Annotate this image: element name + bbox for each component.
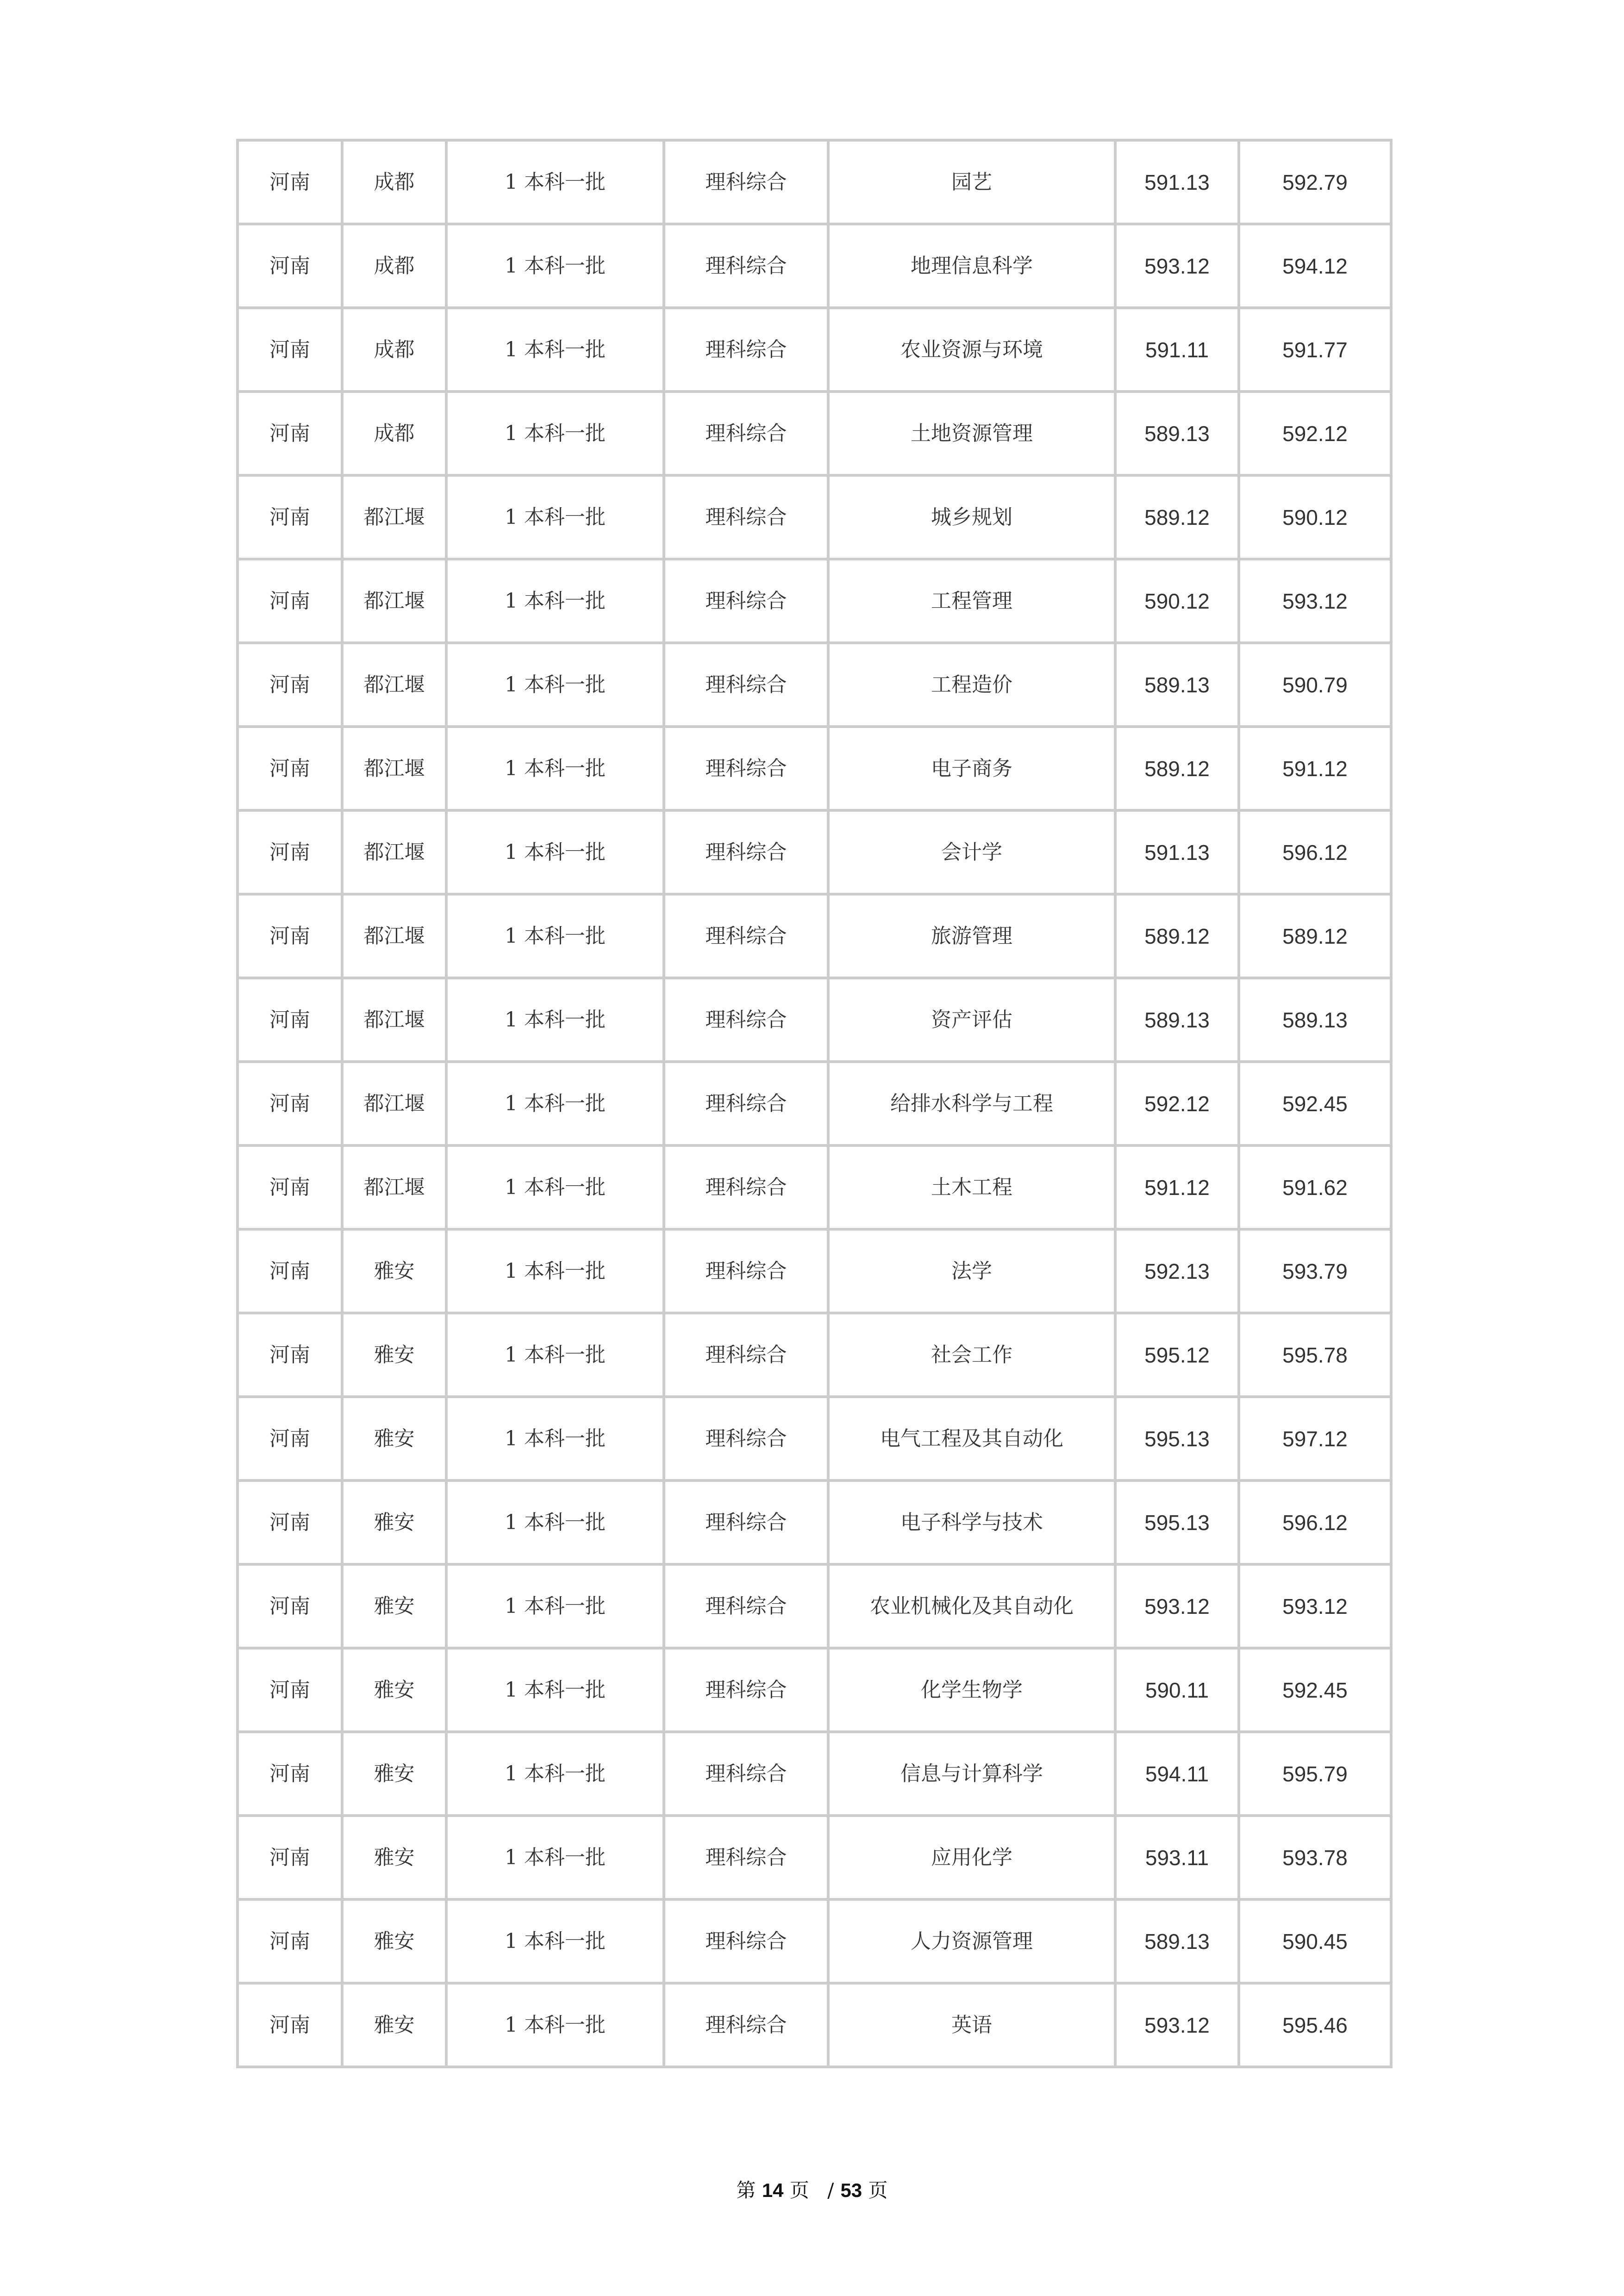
table-body: [237, 140, 1391, 2067]
cell-campus: 都江堰: [342, 559, 446, 643]
table-row: [237, 727, 1391, 810]
table-row: [237, 1481, 1391, 1564]
cell-category: 理科综合: [664, 1229, 828, 1313]
cell-category: 理科综合: [664, 1816, 828, 1899]
table-row: [237, 140, 1391, 224]
cell-campus: 成都: [342, 392, 446, 475]
cell-campus: 都江堰: [342, 894, 446, 978]
cell-major: 工程管理: [828, 559, 1115, 643]
cell-avg-score: 589.12: [1239, 894, 1391, 978]
cell-category: 理科综合: [664, 475, 828, 559]
cell-min-score: 590.12: [1115, 559, 1239, 643]
cell-category: 理科综合: [664, 1732, 828, 1816]
cell-campus: 成都: [342, 140, 446, 224]
cell-batch: 1 本科一批: [446, 308, 664, 392]
cell-category: 理科综合: [664, 1062, 828, 1145]
table-row: [237, 475, 1391, 559]
cell-major: 地理信息科学: [828, 224, 1115, 308]
cell-province: 河南: [237, 392, 342, 475]
cell-batch: 1 本科一批: [446, 1983, 664, 2067]
cell-major: 人力资源管理: [828, 1899, 1115, 1983]
table-row: [237, 643, 1391, 727]
cell-campus: 雅安: [342, 1397, 446, 1481]
page-footer: [0, 2175, 1624, 2203]
cell-avg-score: 592.45: [1239, 1648, 1391, 1732]
cell-province: 河南: [237, 1983, 342, 2067]
cell-min-score: 593.11: [1115, 1816, 1239, 1899]
cell-avg-score: 591.12: [1239, 727, 1391, 810]
cell-major: 应用化学: [828, 1816, 1115, 1899]
cell-avg-score: 590.45: [1239, 1899, 1391, 1983]
cell-min-score: 589.13: [1115, 392, 1239, 475]
cell-min-score: 589.13: [1115, 643, 1239, 727]
footer-prefix: 第: [736, 2179, 756, 2202]
cell-avg-score: 593.79: [1239, 1229, 1391, 1313]
cell-batch: 1 本科一批: [446, 1816, 664, 1899]
cell-min-score: 593.12: [1115, 224, 1239, 308]
table-row: [237, 894, 1391, 978]
cell-batch: 1 本科一批: [446, 1481, 664, 1564]
table-row: [237, 1816, 1391, 1899]
cell-campus: 成都: [342, 224, 446, 308]
cell-min-score: 591.12: [1115, 1145, 1239, 1229]
cell-major: 电子科学与技术: [828, 1481, 1115, 1564]
cell-min-score: 589.13: [1115, 1899, 1239, 1983]
current-page-number: 14: [762, 2179, 784, 2201]
cell-campus: 成都: [342, 308, 446, 392]
table-row: [237, 810, 1391, 894]
cell-batch: 1 本科一批: [446, 140, 664, 224]
cell-province: 河南: [237, 308, 342, 392]
cell-batch: 1 本科一批: [446, 1062, 664, 1145]
cell-category: 理科综合: [664, 1397, 828, 1481]
cell-province: 河南: [237, 1145, 342, 1229]
cell-min-score: 592.12: [1115, 1062, 1239, 1145]
cell-min-score: 593.12: [1115, 1564, 1239, 1648]
cell-campus: 雅安: [342, 1899, 446, 1983]
cell-min-score: 593.12: [1115, 1983, 1239, 2067]
cell-campus: 雅安: [342, 1816, 446, 1899]
cell-min-score: 589.13: [1115, 978, 1239, 1062]
cell-avg-score: 595.79: [1239, 1732, 1391, 1816]
cell-category: 理科综合: [664, 1983, 828, 2067]
cell-major: 电气工程及其自动化: [828, 1397, 1115, 1481]
table-row: [237, 1145, 1391, 1229]
cell-category: 理科综合: [664, 1145, 828, 1229]
cell-category: 理科综合: [664, 392, 828, 475]
cell-campus: 雅安: [342, 1732, 446, 1816]
cell-avg-score: 593.78: [1239, 1816, 1391, 1899]
cell-campus: 都江堰: [342, 978, 446, 1062]
cell-campus: 雅安: [342, 1564, 446, 1648]
cell-batch: 1 本科一批: [446, 224, 664, 308]
cell-major: 城乡规划: [828, 475, 1115, 559]
cell-major: 土地资源管理: [828, 392, 1115, 475]
cell-province: 河南: [237, 1816, 342, 1899]
cell-province: 河南: [237, 224, 342, 308]
cell-avg-score: 590.12: [1239, 475, 1391, 559]
cell-province: 河南: [237, 1229, 342, 1313]
cell-province: 河南: [237, 1397, 342, 1481]
cell-batch: 1 本科一批: [446, 1313, 664, 1397]
cell-province: 河南: [237, 1648, 342, 1732]
cell-campus: 雅安: [342, 1313, 446, 1397]
cell-min-score: 594.11: [1115, 1732, 1239, 1816]
cell-category: 理科综合: [664, 643, 828, 727]
cell-province: 河南: [237, 978, 342, 1062]
cell-category: 理科综合: [664, 308, 828, 392]
table-row: [237, 1397, 1391, 1481]
table-row: [237, 559, 1391, 643]
footer-suffix: 页: [868, 2179, 888, 2202]
cell-province: 河南: [237, 727, 342, 810]
table-row: [237, 1732, 1391, 1816]
cell-category: 理科综合: [664, 1313, 828, 1397]
cell-min-score: 591.13: [1115, 810, 1239, 894]
table-row: [237, 392, 1391, 475]
cell-batch: 1 本科一批: [446, 475, 664, 559]
cell-batch: 1 本科一批: [446, 894, 664, 978]
cell-category: 理科综合: [664, 559, 828, 643]
cell-major: 资产评估: [828, 978, 1115, 1062]
table-row: [237, 1899, 1391, 1983]
cell-province: 河南: [237, 894, 342, 978]
admission-score-table: [236, 139, 1393, 2068]
cell-category: 理科综合: [664, 978, 828, 1062]
cell-avg-score: 589.13: [1239, 978, 1391, 1062]
cell-major: 旅游管理: [828, 894, 1115, 978]
cell-avg-score: 595.78: [1239, 1313, 1391, 1397]
cell-avg-score: 596.12: [1239, 810, 1391, 894]
cell-province: 河南: [237, 1313, 342, 1397]
cell-major: 工程造价: [828, 643, 1115, 727]
footer-separator: /: [827, 2179, 834, 2202]
cell-major: 电子商务: [828, 727, 1115, 810]
cell-province: 河南: [237, 140, 342, 224]
cell-min-score: 592.13: [1115, 1229, 1239, 1313]
cell-campus: 雅安: [342, 1229, 446, 1313]
cell-major: 农业资源与环境: [828, 308, 1115, 392]
cell-province: 河南: [237, 1564, 342, 1648]
cell-min-score: 595.12: [1115, 1313, 1239, 1397]
cell-batch: 1 本科一批: [446, 643, 664, 727]
cell-avg-score: 593.12: [1239, 559, 1391, 643]
cell-major: 农业机械化及其自动化: [828, 1564, 1115, 1648]
cell-province: 河南: [237, 810, 342, 894]
cell-min-score: 590.11: [1115, 1648, 1239, 1732]
cell-campus: 雅安: [342, 1648, 446, 1732]
cell-category: 理科综合: [664, 1899, 828, 1983]
cell-province: 河南: [237, 475, 342, 559]
table-row: [237, 308, 1391, 392]
cell-avg-score: 597.12: [1239, 1397, 1391, 1481]
cell-min-score: 591.13: [1115, 140, 1239, 224]
footer-page-word: 页: [789, 2179, 809, 2202]
cell-province: 河南: [237, 559, 342, 643]
cell-batch: 1 本科一批: [446, 559, 664, 643]
table-row: [237, 1983, 1391, 2067]
cell-batch: 1 本科一批: [446, 1648, 664, 1732]
cell-major: 法学: [828, 1229, 1115, 1313]
cell-batch: 1 本科一批: [446, 392, 664, 475]
cell-campus: 都江堰: [342, 1145, 446, 1229]
cell-campus: 都江堰: [342, 1062, 446, 1145]
cell-batch: 1 本科一批: [446, 810, 664, 894]
cell-category: 理科综合: [664, 727, 828, 810]
cell-avg-score: 591.77: [1239, 308, 1391, 392]
cell-batch: 1 本科一批: [446, 1145, 664, 1229]
cell-avg-score: 592.79: [1239, 140, 1391, 224]
cell-province: 河南: [237, 1899, 342, 1983]
cell-campus: 雅安: [342, 1983, 446, 2067]
cell-category: 理科综合: [664, 810, 828, 894]
cell-major: 英语: [828, 1983, 1115, 2067]
cell-major: 给排水科学与工程: [828, 1062, 1115, 1145]
cell-major: 会计学: [828, 810, 1115, 894]
total-pages-number: 53: [840, 2179, 862, 2201]
cell-category: 理科综合: [664, 894, 828, 978]
cell-min-score: 595.13: [1115, 1481, 1239, 1564]
table-row: [237, 1648, 1391, 1732]
table-row: [237, 224, 1391, 308]
cell-batch: 1 本科一批: [446, 727, 664, 810]
cell-batch: 1 本科一批: [446, 1397, 664, 1481]
cell-batch: 1 本科一批: [446, 1564, 664, 1648]
cell-major: 社会工作: [828, 1313, 1115, 1397]
cell-campus: 都江堰: [342, 810, 446, 894]
table-row: [237, 1062, 1391, 1145]
cell-campus: 都江堰: [342, 727, 446, 810]
cell-province: 河南: [237, 1062, 342, 1145]
cell-batch: 1 本科一批: [446, 1229, 664, 1313]
cell-avg-score: 591.62: [1239, 1145, 1391, 1229]
cell-province: 河南: [237, 1481, 342, 1564]
cell-major: 园艺: [828, 140, 1115, 224]
cell-avg-score: 594.12: [1239, 224, 1391, 308]
cell-avg-score: 595.46: [1239, 1983, 1391, 2067]
cell-min-score: 591.11: [1115, 308, 1239, 392]
table-row: [237, 1564, 1391, 1648]
cell-min-score: 589.12: [1115, 894, 1239, 978]
cell-province: 河南: [237, 1732, 342, 1816]
cell-category: 理科综合: [664, 224, 828, 308]
cell-avg-score: 592.12: [1239, 392, 1391, 475]
cell-major: 信息与计算科学: [828, 1732, 1115, 1816]
cell-major: 土木工程: [828, 1145, 1115, 1229]
cell-batch: 1 本科一批: [446, 1899, 664, 1983]
cell-campus: 都江堰: [342, 475, 446, 559]
cell-min-score: 589.12: [1115, 727, 1239, 810]
cell-campus: 都江堰: [342, 643, 446, 727]
table-row: [237, 978, 1391, 1062]
cell-avg-score: 590.79: [1239, 643, 1391, 727]
cell-avg-score: 592.45: [1239, 1062, 1391, 1145]
table-row: [237, 1313, 1391, 1397]
cell-category: 理科综合: [664, 1648, 828, 1732]
cell-min-score: 589.12: [1115, 475, 1239, 559]
cell-batch: 1 本科一批: [446, 1732, 664, 1816]
cell-category: 理科综合: [664, 1481, 828, 1564]
cell-category: 理科综合: [664, 1564, 828, 1648]
cell-major: 化学生物学: [828, 1648, 1115, 1732]
cell-province: 河南: [237, 643, 342, 727]
cell-min-score: 595.13: [1115, 1397, 1239, 1481]
cell-avg-score: 593.12: [1239, 1564, 1391, 1648]
cell-avg-score: 596.12: [1239, 1481, 1391, 1564]
cell-category: 理科综合: [664, 140, 828, 224]
table-row: [237, 1229, 1391, 1313]
cell-batch: 1 本科一批: [446, 978, 664, 1062]
cell-campus: 雅安: [342, 1481, 446, 1564]
